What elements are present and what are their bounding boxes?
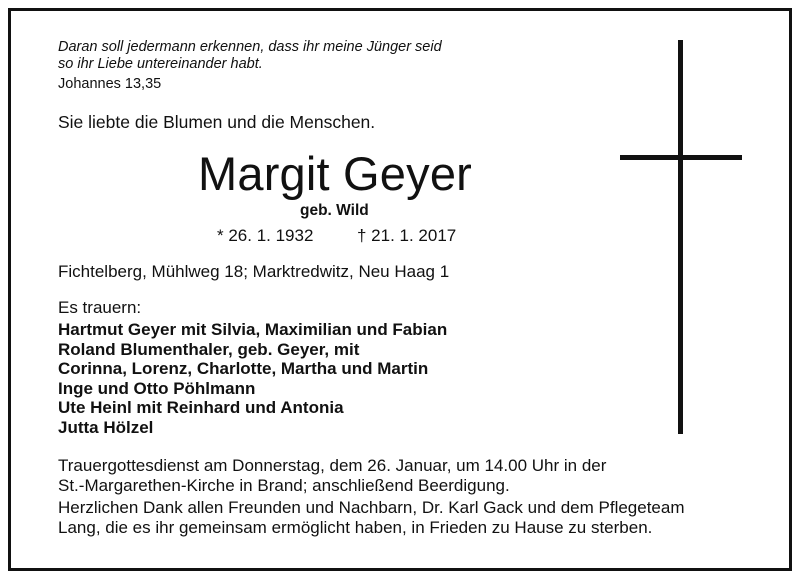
- mourner-line: Hartmut Geyer mit Silvia, Maximilian und Fabian: [58, 320, 448, 339]
- thanks-line-1: Herzlichen Dank allen Freunden und Nachbarn, Dr. Karl Gack und dem Pflegeteam: [58, 498, 685, 517]
- mourners-intro: Es trauern:: [58, 298, 142, 317]
- funeral-service-info: [58, 456, 606, 495]
- address: Fichtelberg, Mühlweg 18; Marktredwitz, Neu Haag 1: [58, 262, 450, 281]
- mourner-line: Ute Heinl mit Reinhard und Antonia: [58, 398, 344, 417]
- mourner-line: Corinna, Lorenz, Charlotte, Martha und Martin: [58, 359, 429, 378]
- mourner-line: Jutta Hölzel: [58, 417, 154, 437]
- death-date: † 21. 1. 2017: [357, 226, 457, 245]
- mourner-line: Inge und Otto Pöhlmann: [58, 378, 256, 398]
- birth-date: * 26. 1. 1932: [217, 226, 314, 245]
- quote-source: Johannes 13,35: [58, 76, 162, 92]
- quote-line-1: Daran soll jedermann erkennen, dass ihr meine Jünger seid: [58, 39, 442, 55]
- maiden-name: geb. Wild: [300, 202, 369, 219]
- bible-quote: [58, 39, 442, 73]
- motto: Sie liebte die Blumen und die Menschen.: [58, 112, 376, 132]
- service-line-2: St.-Margarethen-Kirche in Brand; anschließend Beerdigung.: [58, 475, 510, 495]
- cross-icon: [678, 40, 683, 434]
- deceased-name: Margit Geyer: [198, 147, 473, 200]
- mourners-list: [58, 320, 447, 437]
- cross-icon-crossbar: [620, 155, 742, 160]
- quote-line-2: so ihr Liebe untereinander habt.: [58, 56, 263, 72]
- service-line-1: Trauergottesdienst am Donnerstag, dem 26. Januar, um 14.00 Uhr in der: [58, 456, 607, 475]
- thanks-line-2: Lang, die es ihr gemeinsam ermöglicht haben, in Frieden zu Hause zu sterben.: [58, 517, 653, 537]
- thanks-note: [58, 498, 685, 537]
- mourner-line: Roland Blumenthaler, geb. Geyer, mit: [58, 339, 360, 359]
